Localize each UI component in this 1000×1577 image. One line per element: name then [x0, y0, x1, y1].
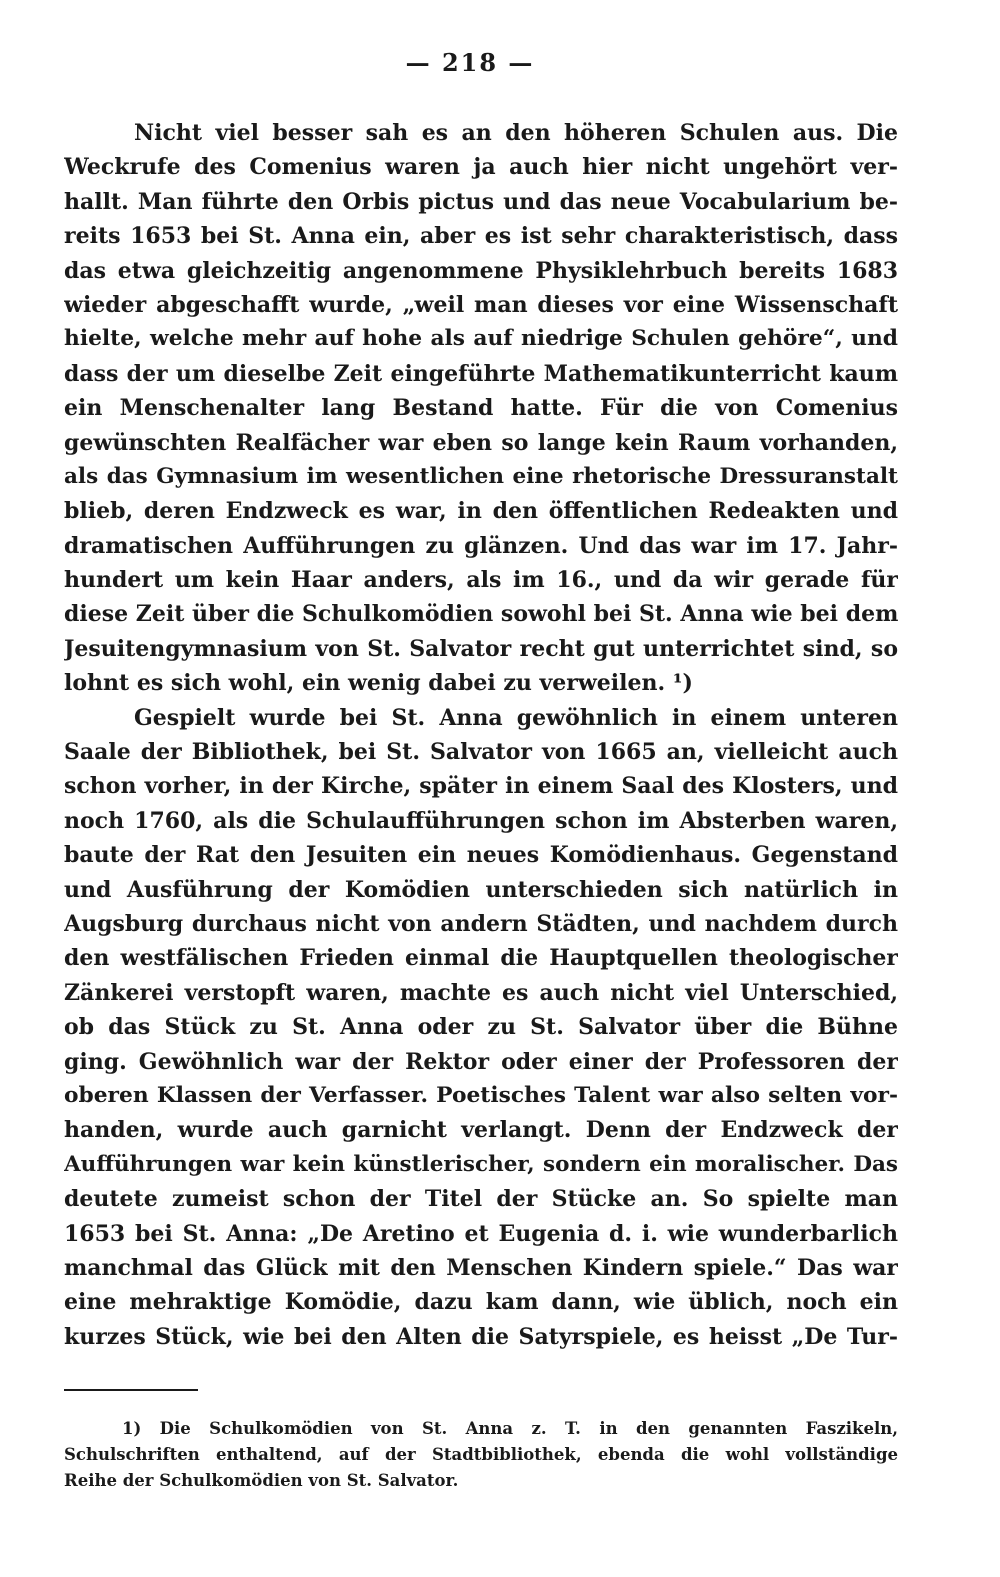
body-line: baute der Rat den Jesuiten ein neues Komödienhaus. Gegenstand	[64, 842, 898, 869]
body-line: hielte, welche mehr auf hohe als auf niedrige Schulen gehöre“, und	[64, 326, 898, 352]
footnote-line: Schulschriften enthaltend, auf der Stadtbibliothek, ebenda die wohl vollständige	[64, 1445, 898, 1464]
footnotes	[64, 1416, 898, 1494]
body-line: diese Zeit über die Schulkomödien sowohl bei St. Anna wie bei dem	[64, 601, 898, 628]
body-line: oberen Klassen der Verfasser. Poetisches Talent war also selten vor-	[64, 1082, 898, 1108]
body-line: Zänkerei verstopft waren, machte es auch nicht viel Unterschied,	[64, 979, 898, 1006]
footnote-divider	[64, 1389, 198, 1391]
body-line: Jesuitengymnasium von St. Salvator recht gut unterrichtet sind, so	[64, 635, 898, 662]
body-line: dramatischen Aufführungen zu glänzen. Und das war im 17. Jahr-	[64, 532, 898, 559]
body-line: ein Menschenalter lang Bestand hatte. Für die von Comenius	[64, 395, 898, 422]
body-line: deutete zumeist schon der Titel der Stücke an. So spielte man	[64, 1186, 898, 1213]
body-line: blieb, deren Endzweck es war, in den öffentlichen Redeakten und	[64, 498, 898, 525]
body-line: reits 1653 bei St. Anna ein, aber es ist sehr charakteristisch, dass	[64, 223, 898, 250]
body-text	[64, 116, 898, 1354]
body-line: ging. Gewöhnlich war der Rektor oder einer der Professoren der	[64, 1048, 898, 1075]
body-line: Augsburg durchaus nicht von andern Städten, und nachdem durch	[64, 910, 898, 937]
body-line: hundert um kein Haar anders, als im 16., und da wir gerade für	[64, 567, 898, 594]
body-line: den westfälischen Frieden einmal die Hauptquellen theologischer	[64, 945, 898, 972]
body-line: dass der um dieselbe Zeit eingeführte Mathematikunterricht kaum	[64, 360, 898, 387]
footnote-line: 1) Die Schulkomödien von St. Anna z. T. in den genannten Faszikeln,	[122, 1419, 898, 1438]
body-line: ob das Stück zu St. Anna oder zu St. Salvator über die Bühne	[64, 1014, 898, 1041]
body-line: wieder abgeschafft wurde, „weil man dieses vor eine Wissenschaft	[64, 291, 898, 318]
body-line: gewünschten Realfächer war eben so lange kein Raum vorhanden,	[64, 429, 898, 456]
body-line: eine mehraktige Komödie, dazu kam dann, wie üblich, noch ein	[64, 1289, 898, 1316]
body-line: als das Gymnasium im wesentlichen eine rhetorische Dressuranstalt	[64, 463, 898, 489]
body-line: hallt. Man führte den Orbis pictus und das neue Vocabularium be-	[64, 188, 898, 215]
footnote-line: Reihe der Schulkomödien von St. Salvator.	[64, 1471, 459, 1490]
body-line: Aufführungen war kein künstlerischer, sondern ein moralischer. Das	[64, 1151, 898, 1177]
body-line: handen, wurde auch garnicht verlangt. Denn der Endzweck der	[64, 1117, 898, 1144]
body-line: noch 1760, als die Schulaufführungen schon im Absterben waren,	[64, 807, 898, 834]
body-line: Weckrufe des Comenius waren ja auch hier nicht ungehört ver-	[64, 154, 898, 181]
body-line: lohnt es sich wohl, ein wenig dabei zu verweilen. ¹)	[64, 670, 693, 697]
body-line: Nicht viel besser sah es an den höheren Schulen aus. Die	[134, 120, 898, 146]
body-line: kurzes Stück, wie bei den Alten die Satyrspiele, es heisst „De Tur-	[64, 1323, 898, 1350]
body-line: manchmal das Glück mit den Menschen Kindern spiele.“ Das war	[64, 1254, 898, 1281]
body-line: und Ausführung der Komödien unterschieden sich natürlich in	[64, 876, 898, 903]
body-line: Saale der Bibliothek, bei St. Salvator von 1665 an, vielleicht auch	[64, 739, 898, 766]
body-line: das etwa gleichzeitig angenommene Physiklehrbuch bereits 1683	[64, 257, 898, 284]
body-line: schon vorher, in der Kirche, später in einem Saal des Klosters, und	[64, 773, 898, 800]
body-line: 1653 bei St. Anna: „De Aretino et Eugenia d. i. wie wunderbarlich	[64, 1220, 898, 1247]
page-number: — 218 —	[405, 48, 535, 77]
body-line: Gespielt wurde bei St. Anna gewöhnlich in einem unteren	[134, 704, 898, 731]
